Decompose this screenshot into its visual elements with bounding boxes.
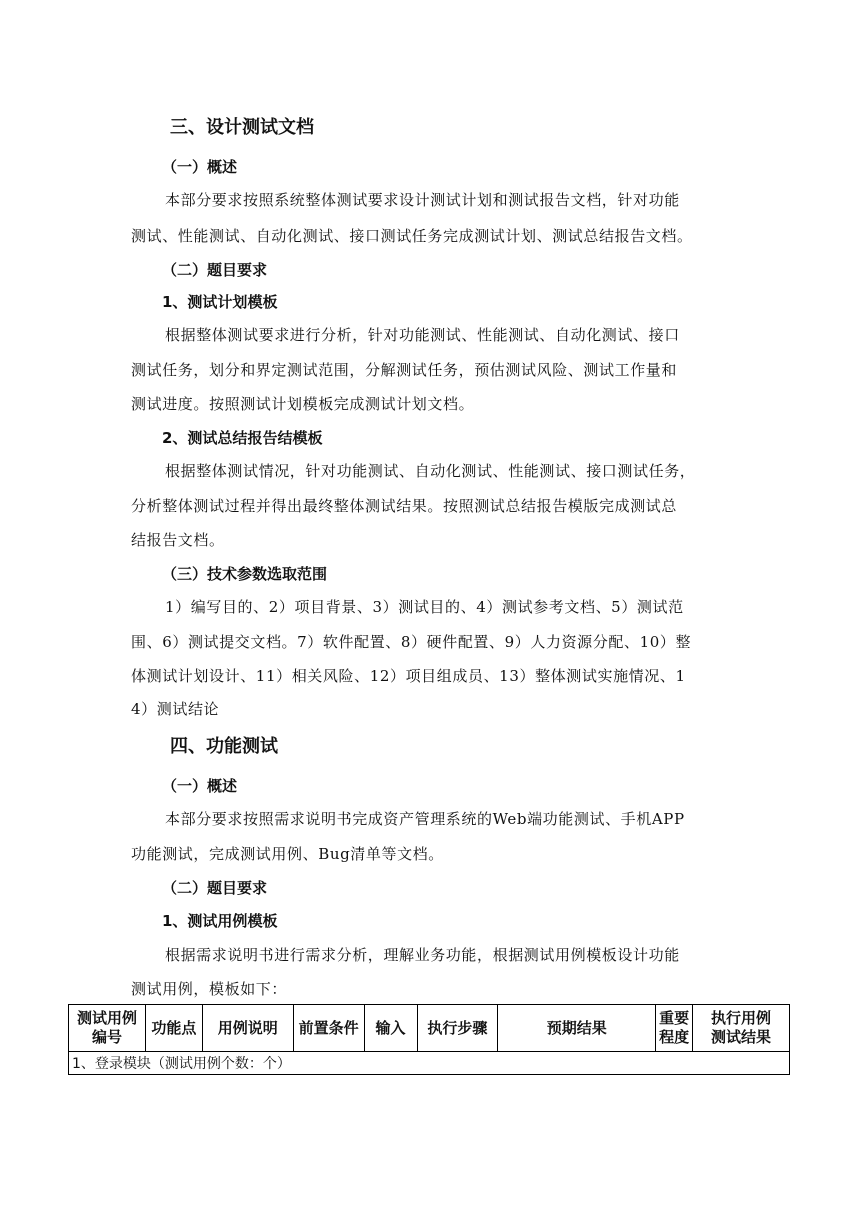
header-cell: 输入 bbox=[364, 1005, 417, 1052]
item-heading: 1、测试用例模板 bbox=[162, 912, 278, 930]
table-row bbox=[69, 1052, 790, 1075]
item-heading: 2、测试总结报告结模板 bbox=[162, 429, 323, 447]
section-heading: 四、功能测试 bbox=[170, 736, 278, 757]
subsection-heading: （二）题目要求 bbox=[162, 879, 268, 897]
paragraph-line: 测试、性能测试、自动化测试、接口测试任务完成测试计划、测试总结报告文档。 bbox=[131, 227, 693, 245]
table-header-row bbox=[69, 1005, 790, 1052]
paragraph-line: 本部分要求按照系统整体测试要求设计测试计划和测试报告文档，针对功能 bbox=[165, 191, 680, 209]
paragraph-line: 根据整体测试情况，针对功能测试、自动化测试、性能测试、接口测试任务， bbox=[165, 462, 696, 480]
paragraph-line: 根据整体测试要求进行分析，针对功能测试、性能测试、自动化测试、接口 bbox=[165, 326, 680, 344]
paragraph-line: 测试用例，模板如下： bbox=[131, 980, 288, 998]
subsection-heading: （一）概述 bbox=[162, 777, 238, 795]
header-cell: 重要 程度 bbox=[656, 1005, 693, 1052]
header-cell: 用例说明 bbox=[202, 1005, 293, 1052]
header-cell: 测试用例 编号 bbox=[69, 1005, 146, 1052]
header-cell: 预期结果 bbox=[498, 1005, 656, 1052]
header-cell: 执行用例 测试结果 bbox=[693, 1005, 790, 1052]
paragraph-line: 1）编写目的、2）项目背景、3）测试目的、4）测试参考文档、5）测试范 bbox=[165, 598, 684, 616]
paragraph-line: 本部分要求按照需求说明书完成资产管理系统的Web端功能测试、手机APP bbox=[165, 810, 685, 828]
paragraph-line: 4）测试结论 bbox=[131, 700, 220, 718]
subsection-heading: （二）题目要求 bbox=[162, 261, 268, 279]
subsection-heading: （一）概述 bbox=[162, 158, 238, 176]
paragraph-line: 功能测试，完成测试用例、Bug清单等文档。 bbox=[131, 845, 444, 863]
header-cell: 功能点 bbox=[145, 1005, 202, 1052]
subsection-heading: （三）技术参数选取范围 bbox=[162, 565, 328, 583]
paragraph-line: 测试进度。按照测试计划模板完成测试计划文档。 bbox=[131, 395, 475, 413]
header-cell: 前置条件 bbox=[293, 1005, 364, 1052]
paragraph-line: 围、6）测试提交文档。7）软件配置、8）硬件配置、9）人力资源分配、10）整 bbox=[131, 633, 692, 651]
item-heading: 1、测试计划模板 bbox=[162, 293, 278, 311]
header-cell: 执行步骤 bbox=[417, 1005, 498, 1052]
paragraph-line: 分析整体测试过程并得出最终整体测试结果。按照测试总结报告模版完成测试总 bbox=[131, 497, 678, 515]
paragraph-line: 根据需求说明书进行需求分析，理解业务功能，根据测试用例模板设计功能 bbox=[165, 946, 680, 964]
test-case-template-table bbox=[68, 1004, 790, 1075]
paragraph-line: 体测试计划设计、11）相关风险、12）项目组成员、13）整体测试实施情况、1 bbox=[131, 667, 686, 685]
module-row-cell: 1、登录模块（测试用例个数：个） bbox=[69, 1052, 790, 1075]
paragraph-line: 结报告文档。 bbox=[131, 531, 225, 549]
section-heading: 三、设计测试文档 bbox=[170, 117, 314, 138]
paragraph-line: 测试任务，划分和界定测试范围，分解测试任务，预估测试风险、测试工作量和 bbox=[131, 361, 678, 379]
